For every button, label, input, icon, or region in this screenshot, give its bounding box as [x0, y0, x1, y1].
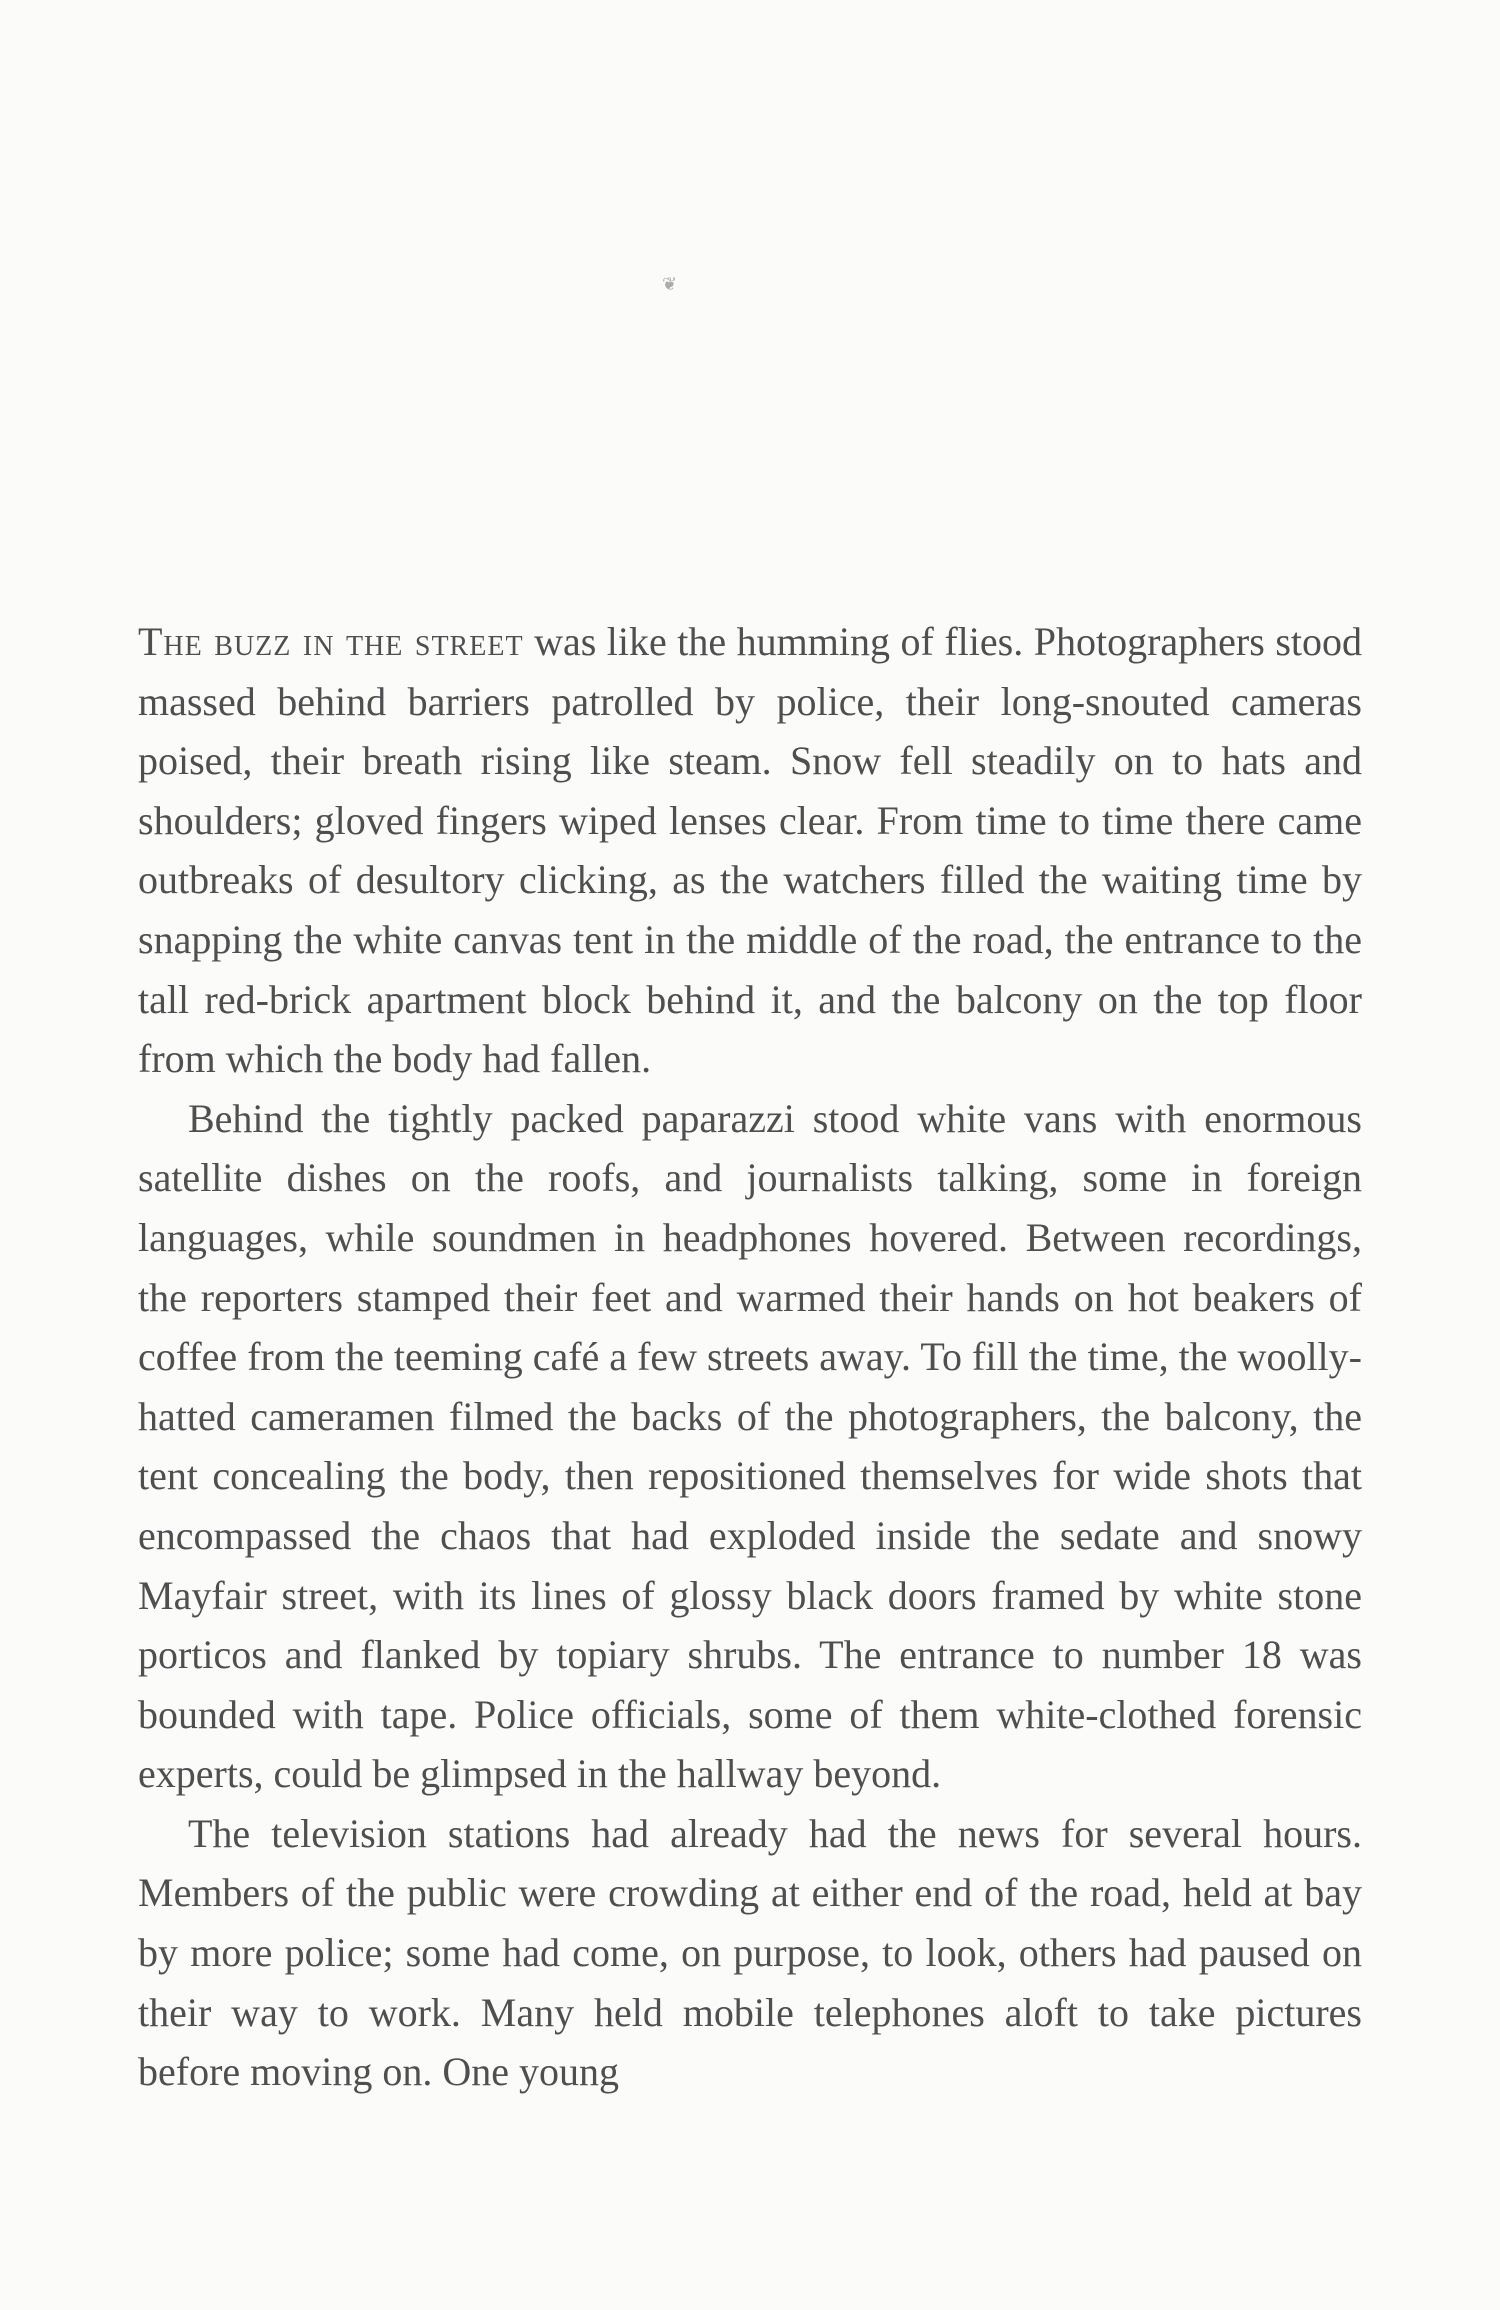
paragraph-1 — [138, 612, 1362, 1089]
body-text — [138, 612, 1362, 2102]
ornament-mark: ❦ — [662, 274, 678, 295]
paragraph-3: The television stations had already had the news for several hours. Members of the public were crowding at either end of the road, held at bay by more police; some had come, on purpose, to look, others had paused on their way to work. Many held mobile telephones aloft to take pictures before moving on. One young — [138, 1810, 1362, 2095]
opening-smallcaps: The buzz in the street — [138, 619, 524, 664]
paragraph-1-text: was like the humming of flies. Photographers stood massed behind barriers patrolled by police, their long-snouted cameras poised, their breath rising like steam. Snow fell steadily on to hats and shoulders; gloved fingers wiped lenses clear. From time to time there came outbreaks of desultory clicking, as the watchers filled the waiting time by snapping the white canvas tent in the middle of the road, the entrance to the tall red-brick apartment block behind it, and the balcony on the top floor from which the body had fallen. — [138, 619, 1363, 1082]
paragraph-2: Behind the tightly packed paparazzi stood white vans with enormous satellite dishes on the roofs, and journalists talking, some in foreign languages, while soundmen in headphones hovered. Between recordings, the reporters stamped their feet and warmed their hands on hot beakers of coffee from the teeming café a few streets away. To fill the time, the woolly-hatted cameramen filmed the backs of the photographers, the balcony, the tent concealing the body, then repositioned themselves for wide shots that encompassed the chaos that had exploded inside the sedate and snowy Mayfair street, with its lines of glossy black doors framed by white stone porticos and flanked by topiary shrubs. The entrance to number 18 was bounded with tape. Police officials, some of them white-clothed forensic experts, could be glimpsed in the hallway beyond. — [138, 1095, 1362, 1797]
